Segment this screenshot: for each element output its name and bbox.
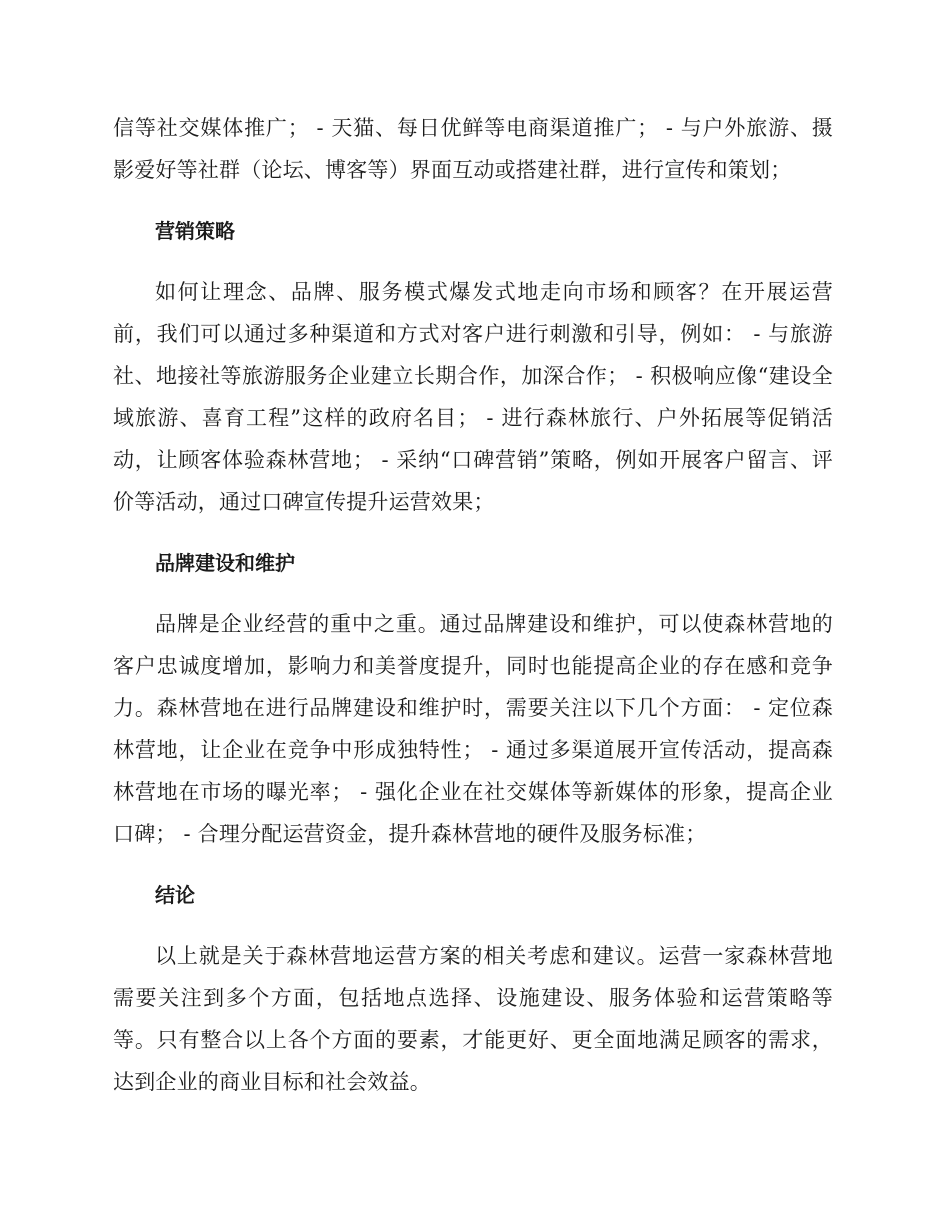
section-heading-marketing-strategy: 营销策略 xyxy=(155,219,235,243)
document-body xyxy=(113,107,833,1103)
section-body-conclusion: 以上就是关于森林营地运营方案的相关考虑和建议。运营一家森林营地需要关注到多个方面，包括地点选择、设施建设、服务体验和运营策略等等。只有整合以上各个方面的要素，才能更好、更全面地满足顾客的需求，达到企业的商业目标和社会效益。 xyxy=(113,944,833,1094)
section-heading-brand-building: 品牌建设和维护 xyxy=(155,551,295,575)
section-body-brand-building: 品牌是企业经营的重中之重。通过品牌建设和维护，可以使森林营地的客户忠诚度增加，影响力和美誉度提升，同时也能提高企业的存在感和竞争力。森林营地在进行品牌建设和维护时，需要关注以下几个方面： - 定位森林营地，让企业在竞争中形成独特性； - 通过多渠道展开宣传活动，提高森林营地在市场的曝光率； - 强化企业在社交媒体等新媒体的形象，提高企业口碑； - 合理分配运营资金，提升森林营地的硬件及服务标准； xyxy=(113,612,833,846)
intro-paragraph: 信等社交媒体推广； - 天猫、每日优鲜等电商渠道推广； - 与户外旅游、摄影爱好等社群（论坛、博客等）界面互动或搭建社群，进行宣传和策划； xyxy=(113,116,833,182)
section-heading-conclusion: 结论 xyxy=(155,883,195,907)
section-body-marketing-strategy: 如何让理念、品牌、服务模式爆发式地走向市场和顾客？在开展运营前，我们可以通过多种渠道和方式对客户进行刺激和引导，例如： - 与旅游社、地接社等旅游服务企业建立长期合作，加深合作； - 积极响应像“建设全域旅游、喜育工程”这样的政府名目； - 进行森林旅行、户外拓展等促销活动，让顾客体验森林营地； - 采纳“口碑营销”策略，例如开展客户留言、评价等活动，通过口碑宣传提升运营效果； xyxy=(113,280,833,514)
